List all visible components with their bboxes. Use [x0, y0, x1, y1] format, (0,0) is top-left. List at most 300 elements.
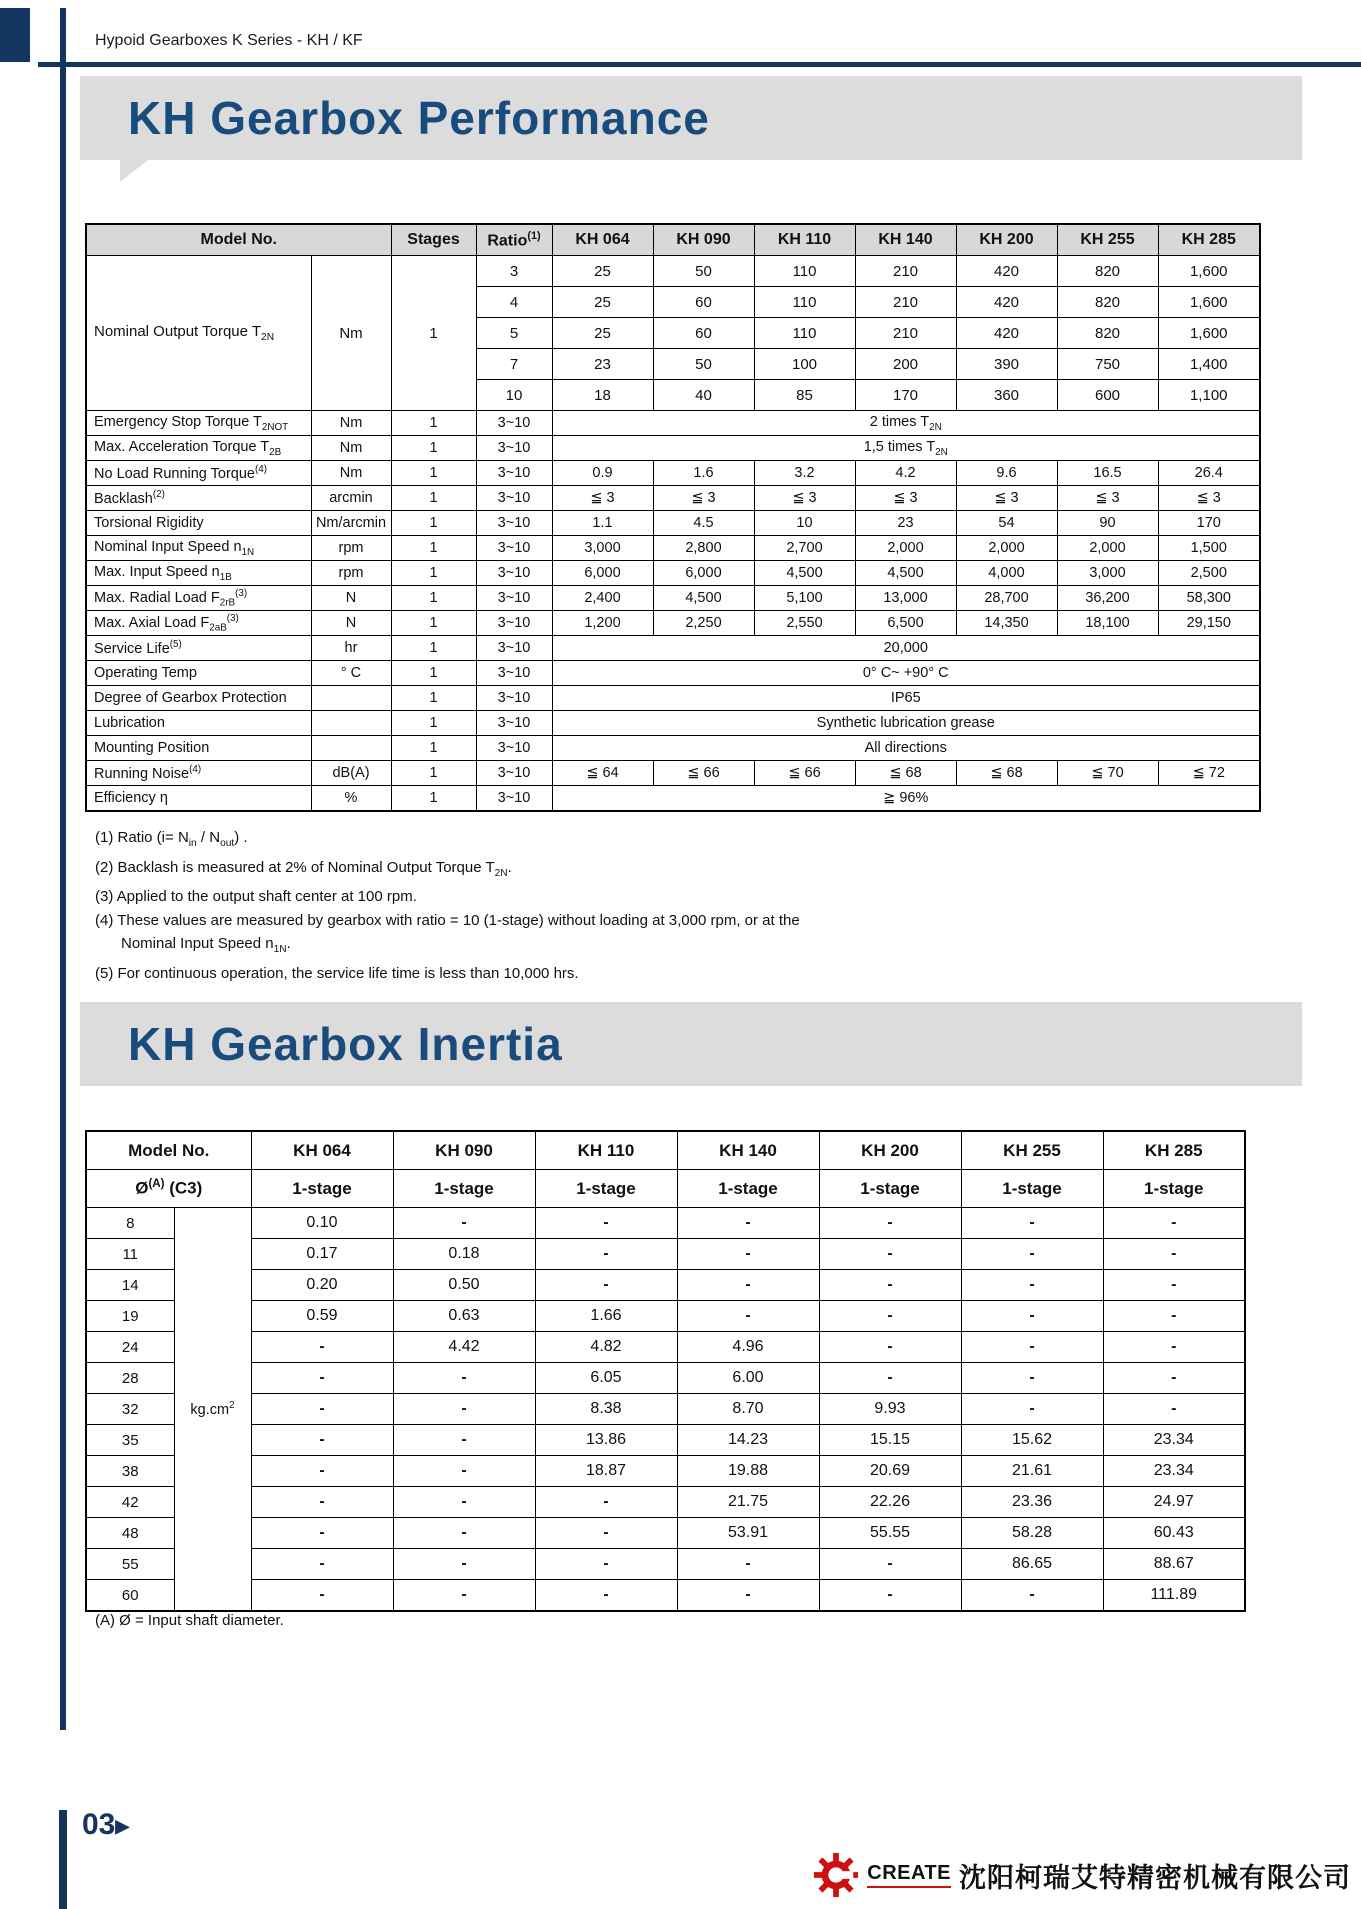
inertia-row — [86, 1332, 1245, 1363]
inertia-value: - — [1103, 1239, 1245, 1270]
data-value: 1.1 — [552, 511, 653, 536]
span-value: 0° C~ +90° C — [552, 661, 1260, 686]
diameter-value: 38 — [86, 1456, 174, 1487]
inertia-value: - — [819, 1301, 961, 1332]
inertia-value: 60.43 — [1103, 1518, 1245, 1549]
inertia-row — [86, 1425, 1245, 1456]
inertia-value: - — [1103, 1332, 1245, 1363]
spec-row — [86, 461, 1260, 486]
data-value: 750 — [1057, 349, 1158, 380]
footer-logo — [813, 1852, 1351, 1898]
col-header-stages: Stages — [391, 224, 476, 256]
inertia-value: 0.10 — [251, 1208, 393, 1239]
performance-table — [85, 223, 1261, 812]
inertia-row — [86, 1518, 1245, 1549]
col-header-stage: 1-stage — [251, 1170, 393, 1208]
diameter-value: 42 — [86, 1487, 174, 1518]
data-value: 4.5 — [653, 511, 754, 536]
col-header-stage: 1-stage — [393, 1170, 535, 1208]
ratio-value: 3~10 — [476, 736, 552, 761]
inertia-value: - — [1103, 1270, 1245, 1301]
data-value: 2,000 — [956, 536, 1057, 561]
row-label: Mounting Position — [86, 736, 311, 761]
diameter-value: 60 — [86, 1580, 174, 1612]
inertia-value: 4.96 — [677, 1332, 819, 1363]
inertia-value: 53.91 — [677, 1518, 819, 1549]
data-value: 90 — [1057, 511, 1158, 536]
inertia-row — [86, 1549, 1245, 1580]
row-label: Degree of Gearbox Protection — [86, 686, 311, 711]
data-value: 2,500 — [1158, 561, 1260, 586]
row-stages: 1 — [391, 486, 476, 511]
inertia-value: - — [677, 1301, 819, 1332]
inertia-value: 0.18 — [393, 1239, 535, 1270]
row-unit: % — [311, 786, 391, 812]
ratio-value: 3~10 — [476, 511, 552, 536]
inertia-value: - — [393, 1456, 535, 1487]
inertia-value: 6.05 — [535, 1363, 677, 1394]
col-header-kh-090: KH 090 — [393, 1131, 535, 1170]
spec-row — [86, 536, 1260, 561]
spec-row — [86, 511, 1260, 536]
inertia-value: 15.62 — [961, 1425, 1103, 1456]
inertia-value: 4.82 — [535, 1332, 677, 1363]
spec-row — [86, 711, 1260, 736]
inertia-value: - — [393, 1487, 535, 1518]
span-value: 2 times $T_{2N}$ — [552, 411, 1260, 436]
inertia-value: - — [393, 1208, 535, 1239]
inertia-value: - — [677, 1208, 819, 1239]
inertia-value: 1.66 — [535, 1301, 677, 1332]
data-value: 28,700 — [956, 586, 1057, 611]
inertia-value: - — [393, 1394, 535, 1425]
ratio-value: 3 — [476, 256, 552, 287]
inertia-value: - — [535, 1580, 677, 1612]
inertia-value: 20.69 — [819, 1456, 961, 1487]
spec-row — [86, 636, 1260, 661]
diameter-value: 48 — [86, 1518, 174, 1549]
inertia-value: - — [393, 1549, 535, 1580]
col-header-kh-064: KH 064 — [251, 1131, 393, 1170]
row-stages: 1 — [391, 661, 476, 686]
inertia-row — [86, 1487, 1245, 1518]
data-value: 1,100 — [1158, 380, 1260, 411]
inertia-value: - — [819, 1363, 961, 1394]
data-value: 36,200 — [1057, 586, 1158, 611]
data-value: 16.5 — [1057, 461, 1158, 486]
data-value: 3,000 — [552, 536, 653, 561]
col-header-stage: 1-stage — [961, 1170, 1103, 1208]
inertia-value: 21.61 — [961, 1456, 1103, 1487]
row-stages: 1 — [391, 711, 476, 736]
spec-row — [86, 761, 1260, 786]
spec-row — [86, 786, 1260, 812]
inertia-value: 9.93 — [819, 1394, 961, 1425]
col-header-stage: 1-stage — [1103, 1170, 1245, 1208]
row-label: Lubrication — [86, 711, 311, 736]
spec-row — [86, 561, 1260, 586]
data-value: 360 — [956, 380, 1057, 411]
data-value: 14,350 — [956, 611, 1057, 636]
span-value: ≧ 96% — [552, 786, 1260, 812]
data-value: 4,500 — [855, 561, 956, 586]
row-stages: 1 — [391, 461, 476, 486]
row-stages: 1 — [391, 761, 476, 786]
data-value: 1,500 — [1158, 536, 1260, 561]
row-stages: 1 — [391, 636, 476, 661]
data-value: 110 — [754, 256, 855, 287]
row-stages: 1 — [391, 586, 476, 611]
ratio-value: 7 — [476, 349, 552, 380]
data-value: 210 — [855, 318, 956, 349]
data-value: 4,500 — [754, 561, 855, 586]
inertia-value: - — [251, 1394, 393, 1425]
company-name: 沈阳柯瑞艾特精密机械有限公司 — [959, 1862, 1351, 1893]
ratio-value: 3~10 — [476, 761, 552, 786]
inertia-value: - — [535, 1487, 677, 1518]
inertia-value: 13.86 — [535, 1425, 677, 1456]
row-unit: Nm — [311, 256, 391, 411]
inertia-value: 55.55 — [819, 1518, 961, 1549]
spec-row — [86, 586, 1260, 611]
inertia-value: - — [961, 1239, 1103, 1270]
data-value: 200 — [855, 349, 956, 380]
inertia-header-row — [86, 1131, 1245, 1170]
ratio-value: 3~10 — [476, 611, 552, 636]
data-value: 820 — [1057, 256, 1158, 287]
data-value: ≦ 68 — [855, 761, 956, 786]
data-value: 2,000 — [855, 536, 956, 561]
ratio-value: 3~10 — [476, 561, 552, 586]
spec-row — [86, 661, 1260, 686]
span-value: Synthetic lubrication grease — [552, 711, 1260, 736]
row-unit: dB(A) — [311, 761, 391, 786]
inertia-row — [86, 1301, 1245, 1332]
data-value: 29,150 — [1158, 611, 1260, 636]
inertia-value: - — [961, 1301, 1103, 1332]
inertia-table-wrap — [85, 1130, 1246, 1612]
inertia-value: - — [677, 1270, 819, 1301]
spec-row — [86, 686, 1260, 711]
data-value: ≦ 68 — [956, 761, 1057, 786]
data-value: ≦ 3 — [552, 486, 653, 511]
col-header-kh-090: KH 090 — [653, 224, 754, 256]
inertia-value: - — [819, 1208, 961, 1239]
data-value: 110 — [754, 287, 855, 318]
performance-table-wrap — [85, 223, 1261, 812]
col-header-stage: 1-stage — [677, 1170, 819, 1208]
row-unit: Nm — [311, 436, 391, 461]
inertia-value: - — [393, 1518, 535, 1549]
spec-row — [86, 436, 1260, 461]
inertia-value: 0.20 — [251, 1270, 393, 1301]
col-header-kh-200: KH 200 — [956, 224, 1057, 256]
footnote-line: (3) Applied to the output shaft center at 100 rpm. — [95, 888, 417, 905]
inertia-value: - — [677, 1239, 819, 1270]
inertia-value: 111.89 — [1103, 1580, 1245, 1612]
row-label: Max. Axial Load $F_{2aB}^{(3)}$ — [86, 611, 311, 636]
data-value: 100 — [754, 349, 855, 380]
inertia-value: - — [251, 1487, 393, 1518]
col-header-kh-140: KH 140 — [677, 1131, 819, 1170]
col-header-kh-255: KH 255 — [961, 1131, 1103, 1170]
row-stages: 1 — [391, 436, 476, 461]
footnote-line: (2) Backlash is measured at 2% of Nominal Output Torque $T_{2N}$. — [95, 858, 512, 879]
diameter-value: 24 — [86, 1332, 174, 1363]
inertia-row — [86, 1363, 1245, 1394]
row-unit: N — [311, 611, 391, 636]
inertia-value: - — [251, 1332, 393, 1363]
row-label: Max. Acceleration Torque $T_{2B}$ — [86, 436, 311, 461]
span-value: 1,5 times $T_{2N}$ — [552, 436, 1260, 461]
inertia-value: - — [961, 1580, 1103, 1612]
data-value: 10 — [754, 511, 855, 536]
data-value: 820 — [1057, 318, 1158, 349]
inertia-value: - — [535, 1239, 677, 1270]
diameter-value: 28 — [86, 1363, 174, 1394]
data-value: 170 — [855, 380, 956, 411]
row-label: Max. Radial Load $F_{2rB}^{(3)}$ — [86, 586, 311, 611]
ratio-value: 5 — [476, 318, 552, 349]
inertia-value: - — [1103, 1363, 1245, 1394]
ratio-value: 3~10 — [476, 486, 552, 511]
performance-footnotes — [95, 826, 800, 985]
inertia-value: 0.59 — [251, 1301, 393, 1332]
page-number — [82, 1808, 129, 1842]
performance-header-row — [86, 224, 1260, 256]
logo-text: CREATE — [867, 1862, 951, 1888]
data-value: 4,000 — [956, 561, 1057, 586]
inertia-value: 58.28 — [961, 1518, 1103, 1549]
data-value: 170 — [1158, 511, 1260, 536]
inertia-value: - — [819, 1580, 961, 1612]
inertia-value: 24.97 — [1103, 1487, 1245, 1518]
data-value: 110 — [754, 318, 855, 349]
col-header-kh-200: KH 200 — [819, 1131, 961, 1170]
inertia-value: - — [961, 1270, 1103, 1301]
data-value: 13,000 — [855, 586, 956, 611]
col-header-kh-285: KH 285 — [1158, 224, 1260, 256]
inertia-subheader-row — [86, 1170, 1245, 1208]
ratio-value: 3~10 — [476, 411, 552, 436]
inertia-value: - — [1103, 1394, 1245, 1425]
diameter-value: 14 — [86, 1270, 174, 1301]
inertia-value: - — [535, 1518, 677, 1549]
col-header-diameter: $Ø^{(A)}$ (C3) — [86, 1170, 251, 1208]
inertia-value: - — [819, 1332, 961, 1363]
data-value: 420 — [956, 287, 1057, 318]
data-value: ≦ 70 — [1057, 761, 1158, 786]
row-label: No Load Running Torque$^{(4)}$ — [86, 461, 311, 486]
data-value: 18 — [552, 380, 653, 411]
row-label: Efficiency η — [86, 786, 311, 812]
inertia-value: 88.67 — [1103, 1549, 1245, 1580]
row-label: Operating Temp — [86, 661, 311, 686]
row-stages: 1 — [391, 561, 476, 586]
performance-banner — [80, 76, 1302, 160]
gear-logo-icon — [813, 1852, 859, 1898]
inertia-value: - — [535, 1270, 677, 1301]
inertia-value: - — [535, 1549, 677, 1580]
performance-title: KH Gearbox Performance — [128, 92, 710, 144]
data-value: ≦ 64 — [552, 761, 653, 786]
inertia-row — [86, 1456, 1245, 1487]
col-header-kh-064: KH 064 — [552, 224, 653, 256]
inertia-value: - — [393, 1425, 535, 1456]
row-stages: 1 — [391, 256, 476, 411]
row-unit — [311, 736, 391, 761]
inertia-value: 15.15 — [819, 1425, 961, 1456]
row-stages: 1 — [391, 686, 476, 711]
inertia-value: - — [1103, 1301, 1245, 1332]
inertia-value: 8.38 — [535, 1394, 677, 1425]
left-vertical-rule — [60, 8, 66, 1730]
data-value: 210 — [855, 287, 956, 318]
ratio-value: 3~10 — [476, 586, 552, 611]
spec-row — [86, 736, 1260, 761]
data-value: 26.4 — [1158, 461, 1260, 486]
header-rule — [38, 62, 1361, 67]
ratio-value: 3~10 — [476, 786, 552, 812]
row-stages: 1 — [391, 786, 476, 812]
row-unit: N — [311, 586, 391, 611]
row-stages: 1 — [391, 536, 476, 561]
data-value: ≦ 3 — [754, 486, 855, 511]
ratio-value: 10 — [476, 380, 552, 411]
inertia-value: - — [393, 1363, 535, 1394]
inertia-value: 0.17 — [251, 1239, 393, 1270]
footnote-line: Nominal Input Speed $n_{1N}$. — [121, 935, 291, 955]
col-header-model: Model No. — [86, 1131, 251, 1170]
row-label: Nominal Output Torque $T_{2N}$ — [86, 256, 311, 411]
data-value: 50 — [653, 349, 754, 380]
col-header-kh-255: KH 255 — [1057, 224, 1158, 256]
spec-row — [86, 611, 1260, 636]
inertia-value: - — [251, 1456, 393, 1487]
col-header-kh-285: KH 285 — [1103, 1131, 1245, 1170]
ratio-value: 3~10 — [476, 536, 552, 561]
ratio-value: 4 — [476, 287, 552, 318]
ratio-value: 3~10 — [476, 686, 552, 711]
data-value: 40 — [653, 380, 754, 411]
footnote-line: (5) For continuous operation, the service life time is less than 10,000 hrs. — [95, 964, 579, 982]
data-value: ≦ 3 — [653, 486, 754, 511]
inertia-value: - — [535, 1208, 677, 1239]
data-value: 390 — [956, 349, 1057, 380]
inertia-value: 86.65 — [961, 1549, 1103, 1580]
inertia-footnote: (A) Ø = Input shaft diameter. — [95, 1612, 284, 1629]
data-value: 1,600 — [1158, 256, 1260, 287]
row-label: Backlash$^{(2)}$ — [86, 486, 311, 511]
data-value: 1,600 — [1158, 287, 1260, 318]
row-unit — [311, 711, 391, 736]
col-header-stage: 1-stage — [535, 1170, 677, 1208]
inertia-value: - — [961, 1208, 1103, 1239]
data-value: 420 — [956, 318, 1057, 349]
inertia-value: - — [251, 1363, 393, 1394]
data-value: 1,200 — [552, 611, 653, 636]
ratio-value: 3~10 — [476, 461, 552, 486]
data-value: 4,500 — [653, 586, 754, 611]
inertia-value: - — [1103, 1208, 1245, 1239]
inertia-title: KH Gearbox Inertia — [128, 1018, 563, 1070]
col-header-kh-110: KH 110 — [535, 1131, 677, 1170]
row-unit: Nm — [311, 411, 391, 436]
inertia-value: 4.42 — [393, 1332, 535, 1363]
page-number-value: 03 — [82, 1808, 116, 1841]
data-value: 1,400 — [1158, 349, 1260, 380]
data-value: 60 — [653, 287, 754, 318]
data-value: 1,600 — [1158, 318, 1260, 349]
inertia-row — [86, 1270, 1245, 1301]
data-value: 18,100 — [1057, 611, 1158, 636]
data-value: ≦ 72 — [1158, 761, 1260, 786]
col-header-model: Model No. — [86, 224, 391, 256]
spec-row — [86, 411, 1260, 436]
inertia-row — [86, 1239, 1245, 1270]
data-value: 9.6 — [956, 461, 1057, 486]
row-unit: hr — [311, 636, 391, 661]
footnote-line: (1) Ratio $(i= N_{in} / N_{out})$ . — [95, 829, 248, 849]
diameter-value: 32 — [86, 1394, 174, 1425]
footnote-line: (4) These values are measured by gearbox with ratio = 10 (1-stage) without loading at 3,000 rpm, or at the — [95, 911, 800, 929]
page-number-arrow-icon: ▶ — [115, 1816, 130, 1836]
row-unit: rpm — [311, 536, 391, 561]
inertia-value: - — [961, 1394, 1103, 1425]
data-value: 1.6 — [653, 461, 754, 486]
row-stages: 1 — [391, 511, 476, 536]
diameter-value: 8 — [86, 1208, 174, 1239]
data-value: 60 — [653, 318, 754, 349]
data-value: 3.2 — [754, 461, 855, 486]
row-unit: Nm/arcmin — [311, 511, 391, 536]
data-value: 0.9 — [552, 461, 653, 486]
data-value: 50 — [653, 256, 754, 287]
row-label: Service Life$^{(5)}$ — [86, 636, 311, 661]
data-value: 25 — [552, 256, 653, 287]
data-value: 3,000 — [1057, 561, 1158, 586]
inertia-value: - — [251, 1425, 393, 1456]
inertia-value: - — [961, 1363, 1103, 1394]
inertia-value: 0.63 — [393, 1301, 535, 1332]
data-value: 6,000 — [552, 561, 653, 586]
span-value: IP65 — [552, 686, 1260, 711]
inertia-value: - — [677, 1580, 819, 1612]
inertia-value: 14.23 — [677, 1425, 819, 1456]
data-value: 600 — [1057, 380, 1158, 411]
data-value: 210 — [855, 256, 956, 287]
row-label: Max. Input Speed $n_{1B}$ — [86, 561, 311, 586]
inertia-value: 21.75 — [677, 1487, 819, 1518]
ratio-value: 3~10 — [476, 436, 552, 461]
inertia-value: 18.87 — [535, 1456, 677, 1487]
page-header-text: Hypoid Gearboxes K Series - KH / KF — [95, 32, 363, 49]
row-unit: ° C — [311, 661, 391, 686]
inertia-row — [86, 1394, 1245, 1425]
inertia-banner — [80, 1002, 1302, 1086]
inertia-value: 8.70 — [677, 1394, 819, 1425]
data-value: 23 — [855, 511, 956, 536]
row-stages: 1 — [391, 411, 476, 436]
diameter-value: 55 — [86, 1549, 174, 1580]
inertia-value: 22.26 — [819, 1487, 961, 1518]
inertia-value: - — [393, 1580, 535, 1612]
data-value: 6,500 — [855, 611, 956, 636]
data-value: 2,000 — [1057, 536, 1158, 561]
col-header-ratio: Ratio$^{(1)}$ — [476, 224, 552, 256]
row-unit: rpm — [311, 561, 391, 586]
col-header-stage: 1-stage — [819, 1170, 961, 1208]
